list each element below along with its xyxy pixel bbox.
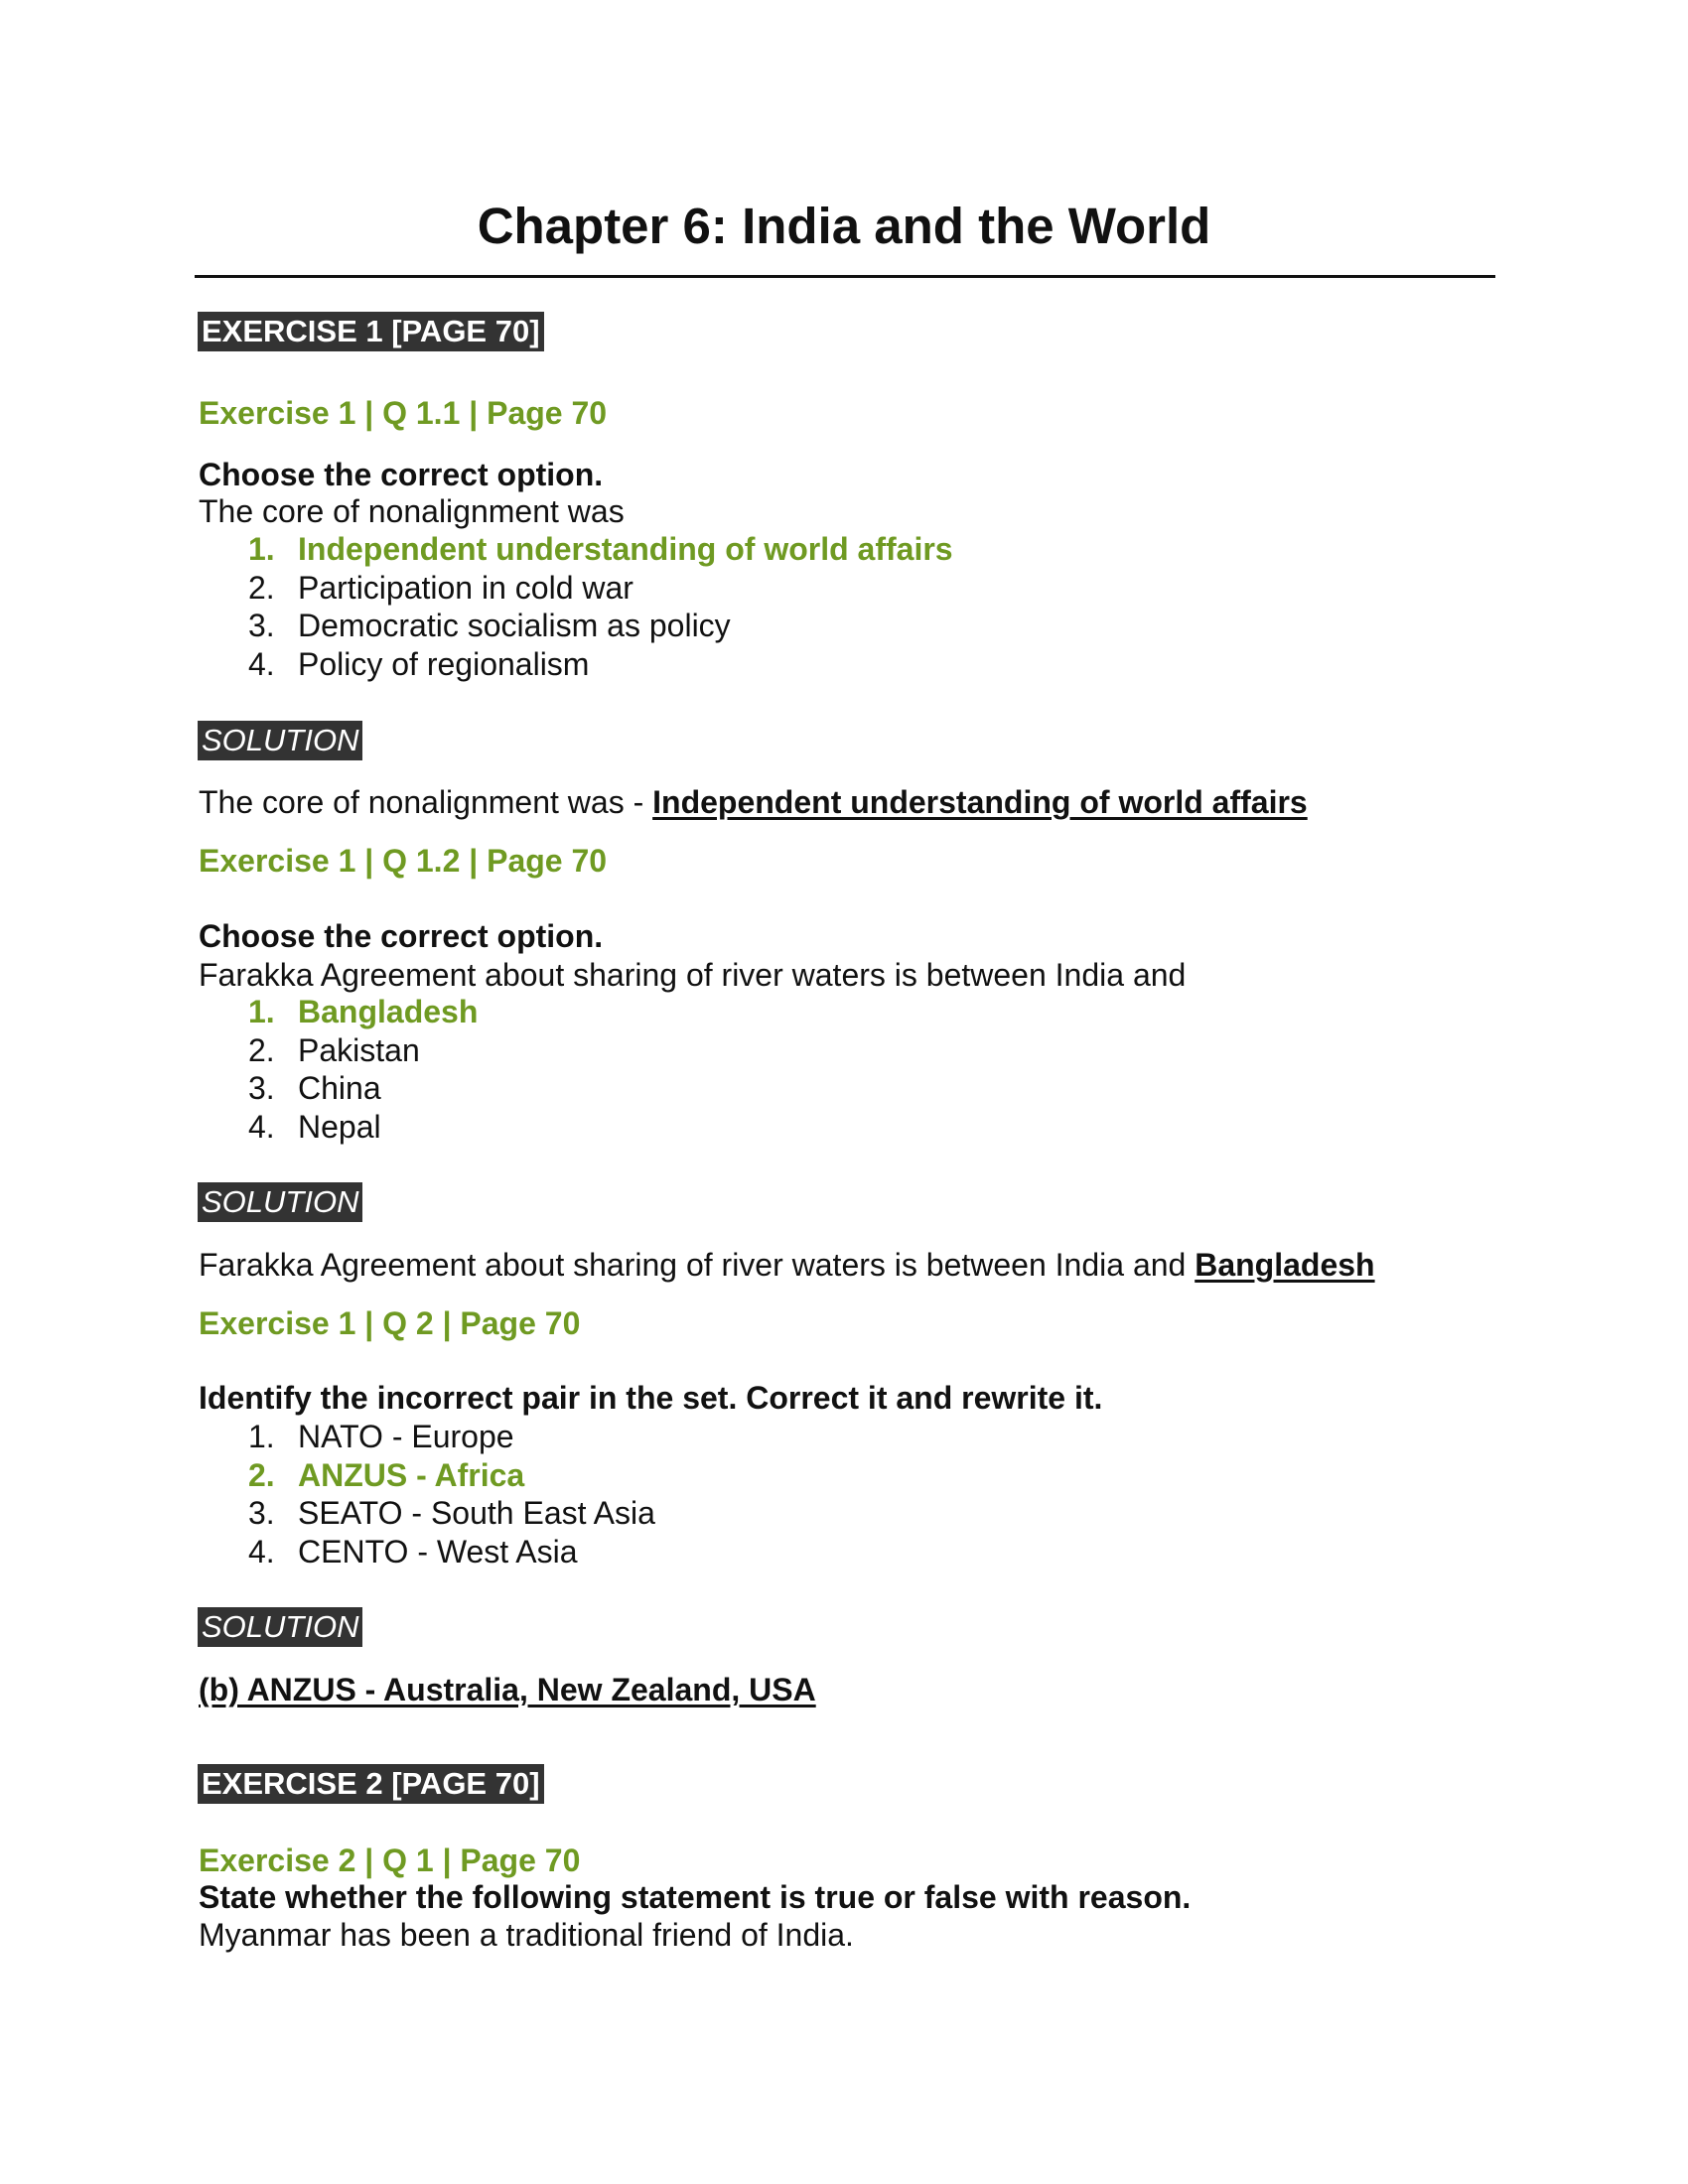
q12-option-4-text: Nepal	[298, 1108, 381, 1145]
q2-options	[248, 1418, 655, 1570]
q12-options	[248, 993, 478, 1146]
q12-option-3-text: China	[298, 1070, 381, 1106]
q12-question: Farakka Agreement about sharing of river waters is between India and	[199, 957, 1187, 993]
q2-instruction: Identify the incorrect pair in the set. Correct it and rewrite it.	[199, 1380, 1103, 1416]
q11-option-4	[248, 645, 953, 684]
chapter-title: Chapter 6: India and the World	[477, 198, 1211, 254]
exercise-1-label-text: EXERCISE 1 [PAGE 70]	[202, 314, 540, 348]
q12-solution-label	[198, 1182, 362, 1222]
q2-option-3-num: 3.	[248, 1495, 275, 1531]
q11-answer-prefix: The core of nonalignment was -	[199, 784, 653, 820]
q11-solution-label-text: SOLUTION	[202, 723, 359, 757]
q2-option-2	[248, 1456, 655, 1495]
q2-solution-label	[198, 1607, 362, 1647]
q2-option-2-num: 2.	[248, 1456, 275, 1493]
q12-option-2-text: Pakistan	[298, 1031, 420, 1068]
e2q1-heading: Exercise 2 | Q 1 | Page 70	[199, 1843, 581, 1878]
q12-option-1	[248, 993, 478, 1031]
q12-answer-highlight: Bangladesh	[1195, 1247, 1375, 1283]
q12-answer-prefix: Farakka Agreement about sharing of river waters is between India and	[199, 1247, 1196, 1283]
q12-option-2-num: 2.	[248, 1031, 275, 1068]
e2q1-question: Myanmar has been a traditional friend of India.	[199, 1917, 854, 1953]
q2-option-4-num: 4.	[248, 1533, 275, 1570]
q11-solution-label	[198, 721, 362, 760]
q11-option-1	[248, 530, 953, 569]
q11-option-3-num: 3.	[248, 608, 275, 643]
exercise-1-label	[198, 312, 544, 351]
q11-option-2-num: 2.	[248, 569, 275, 606]
q11-heading: Exercise 1 | Q 1.1 | Page 70	[199, 395, 608, 431]
q2-option-4	[248, 1533, 655, 1571]
q11-option-4-num: 4.	[248, 645, 275, 682]
q12-option-1-num: 1.	[248, 994, 275, 1029]
q12-heading: Exercise 1 | Q 1.2 | Page 70	[199, 843, 608, 879]
q2-option-2-text: ANZUS - Africa	[298, 1456, 525, 1493]
q2-option-3-text: SEATO - South East Asia	[298, 1495, 655, 1531]
q11-answer-highlight: Independent understanding of world affairs	[652, 784, 1308, 820]
q12-answer	[199, 1245, 1375, 1285]
q11-option-4-text: Policy of regionalism	[298, 645, 590, 682]
q12-option-1-text: Bangladesh	[298, 994, 479, 1029]
q2-answer: (b) ANZUS - Australia, New Zealand, USA	[199, 1672, 816, 1707]
q12-option-3	[248, 1069, 478, 1108]
q11-option-1-num: 1.	[248, 531, 275, 567]
q12-option-4	[248, 1108, 478, 1147]
q11-question: The core of nonalignment was	[199, 493, 625, 529]
q2-heading: Exercise 1 | Q 2 | Page 70	[199, 1305, 581, 1341]
q2-option-4-text: CENTO - West Asia	[298, 1533, 578, 1570]
q11-option-2-text: Participation in cold war	[298, 569, 633, 606]
q2-option-1-text: NATO - Europe	[298, 1419, 514, 1454]
q11-option-3	[248, 607, 953, 645]
exercise-2-label-text: EXERCISE 2 [PAGE 70]	[202, 1766, 540, 1801]
q11-option-2	[248, 569, 953, 608]
q12-instruction: Choose the correct option.	[199, 918, 604, 954]
q2-option-1	[248, 1418, 655, 1456]
title-divider	[195, 275, 1495, 278]
exercise-2-label	[198, 1764, 544, 1804]
q12-option-3-num: 3.	[248, 1070, 275, 1106]
q2-solution-label-text: SOLUTION	[202, 1609, 359, 1644]
q11-instruction: Choose the correct option.	[199, 457, 604, 492]
q11-option-3-text: Democratic socialism as policy	[298, 608, 731, 643]
q11-options	[248, 530, 953, 683]
q12-solution-label-text: SOLUTION	[202, 1184, 359, 1219]
q12-option-2	[248, 1031, 478, 1070]
e2q1-instruction: State whether the following statement is true or false with reason.	[199, 1879, 1192, 1915]
q2-option-3	[248, 1494, 655, 1533]
q2-option-1-num: 1.	[248, 1419, 275, 1454]
q12-option-4-num: 4.	[248, 1108, 275, 1145]
q11-answer	[199, 782, 1308, 822]
q11-option-1-text: Independent understanding of world affairs	[298, 531, 953, 567]
